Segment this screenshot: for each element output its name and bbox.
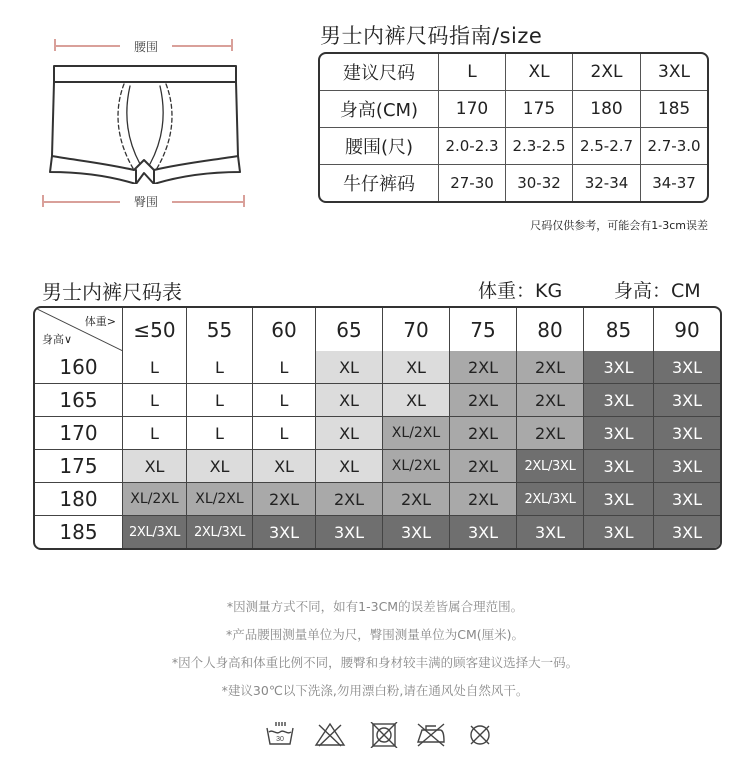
size-chart-row bbox=[35, 450, 720, 483]
weight-header-cell: 90 bbox=[674, 317, 700, 342]
size-cell: XL bbox=[123, 450, 187, 483]
size-cell: L bbox=[123, 384, 187, 417]
size-cell: L bbox=[123, 351, 187, 384]
waist-cell: 2.5-2.7 bbox=[573, 128, 641, 165]
height-cell: 175 bbox=[506, 91, 573, 128]
size-cell: XL bbox=[187, 450, 253, 483]
size-cell: XL bbox=[316, 417, 383, 450]
waist-cell: 2.0-2.3 bbox=[439, 128, 506, 165]
size-chart-table bbox=[33, 306, 722, 550]
size-cell: 2XL bbox=[517, 384, 584, 417]
jeans-size-cell: 30-32 bbox=[506, 165, 573, 201]
height-cell: 170 bbox=[439, 91, 506, 128]
size-cell: 3XL bbox=[584, 483, 654, 516]
size-cell: 3XL bbox=[654, 351, 720, 384]
height-cell: 185 bbox=[641, 91, 707, 128]
row-label: 牛仔裤码 bbox=[320, 165, 439, 201]
jeans-size-cell: 27-30 bbox=[439, 165, 506, 201]
height-header-cell: 180 bbox=[35, 483, 123, 516]
size-cell: XL bbox=[253, 450, 316, 483]
size-cell: XL bbox=[316, 351, 383, 384]
height-cell: 180 bbox=[573, 91, 641, 128]
weight-header-cell: 85 bbox=[584, 308, 654, 351]
size-cell: L bbox=[187, 384, 253, 417]
waist-cell: 2.3-2.5 bbox=[506, 128, 573, 165]
size-cell: XL bbox=[506, 54, 573, 91]
jeans-size-cell: 34-37 bbox=[652, 174, 696, 192]
height-header-cell: 160 bbox=[35, 351, 123, 384]
hip-label: 臀围 bbox=[120, 193, 172, 210]
size-cell: 2XL/3XL bbox=[123, 516, 187, 548]
size-guide-row bbox=[320, 128, 707, 165]
size-cell: L bbox=[187, 417, 253, 450]
row-label: 腰围(尺) bbox=[320, 128, 439, 165]
size-cell: 2XL/3XL bbox=[517, 450, 584, 483]
height-header-cell: 170 bbox=[35, 417, 123, 450]
corner-cell bbox=[35, 308, 123, 351]
corner-height-label: 身高∨ bbox=[42, 333, 73, 346]
no-bleach-icon bbox=[314, 722, 346, 748]
weight-header-cell: 65 bbox=[316, 308, 383, 351]
hip-dimension-cap-right bbox=[243, 195, 245, 207]
no-iron-icon bbox=[414, 722, 448, 748]
weight-header-cell: 80 bbox=[517, 308, 584, 351]
corner-weight-label: 体重> bbox=[84, 315, 116, 328]
size-cell: 2XL bbox=[517, 351, 584, 384]
size-cell: XL/2XL bbox=[383, 417, 450, 450]
weight-header-cell: 55 bbox=[187, 308, 253, 351]
row-label: 身高(CM) bbox=[320, 91, 439, 128]
size-chart-row bbox=[35, 417, 720, 450]
height-unit-label: 身高：CM bbox=[614, 280, 701, 302]
size-cell: XL bbox=[316, 450, 383, 483]
size-cell: 2XL bbox=[450, 417, 517, 450]
size-cell: 3XL bbox=[584, 417, 654, 450]
size-cell: XL bbox=[383, 351, 450, 384]
no-tumble-dry-icon bbox=[370, 722, 398, 748]
size-cell: 3XL bbox=[584, 516, 654, 548]
size-chart-row bbox=[35, 384, 720, 417]
size-guide-row bbox=[320, 165, 707, 201]
size-cell: 3XL bbox=[584, 450, 654, 483]
size-guide-table bbox=[318, 52, 709, 203]
size-cell: 3XL bbox=[253, 516, 316, 548]
size-chart-header-row bbox=[35, 308, 720, 351]
note-measurement-units: *产品腰围测量单位为尺，臀围测量单位为CM(厘米)。 bbox=[225, 627, 525, 642]
size-chart-row bbox=[35, 483, 720, 516]
waist-cell: 2.7-3.0 bbox=[641, 128, 707, 165]
size-cell: 2XL bbox=[517, 417, 584, 450]
size-cell: 3XL bbox=[654, 450, 720, 483]
size-cell: 3XL bbox=[654, 483, 720, 516]
note-washing-instructions: *建议30℃以下洗涤,勿用漂白粉,请在通风处自然风干。 bbox=[221, 683, 529, 698]
size-cell: 2XL bbox=[573, 54, 641, 91]
size-cell: 2XL bbox=[450, 351, 517, 384]
size-chart-title: 男士内裤尺码表 bbox=[42, 280, 182, 304]
weight-header-cell: 75 bbox=[450, 308, 517, 351]
size-cell: 3XL bbox=[517, 516, 584, 548]
size-cell: XL/2XL bbox=[123, 483, 187, 516]
boxer-briefs-illustration bbox=[44, 60, 244, 184]
hand-wash-temperature: 30 bbox=[276, 736, 284, 743]
size-cell: XL/2XL bbox=[187, 483, 253, 516]
size-cell: L bbox=[439, 54, 506, 91]
row-label: 建议尺码 bbox=[320, 54, 439, 91]
note-size-up-advice: *因个人身高和体重比例不同，腰臀和身材较丰满的顾客建议选择大一码。 bbox=[171, 655, 579, 670]
size-cell: 2XL bbox=[316, 483, 383, 516]
size-cell: 2XL bbox=[450, 450, 517, 483]
size-cell: 3XL bbox=[316, 516, 383, 548]
size-chart-row bbox=[35, 516, 720, 548]
weight-header-cell: 70 bbox=[383, 308, 450, 351]
size-cell: XL/2XL bbox=[383, 450, 450, 483]
size-cell: 2XL bbox=[253, 483, 316, 516]
weight-header-cell: ≤50 bbox=[123, 308, 187, 351]
waist-dimension-cap-right bbox=[231, 39, 233, 51]
size-guide-row bbox=[320, 54, 707, 91]
note-measurement-error: *因测量方式不同，如有1-3CM的误差皆属合理范围。 bbox=[226, 599, 524, 614]
size-guide-row bbox=[320, 91, 707, 128]
size-cell: 3XL bbox=[654, 516, 720, 548]
size-cell: 2XL/3XL bbox=[187, 516, 253, 548]
size-cell: 3XL bbox=[450, 516, 517, 548]
size-cell: XL bbox=[383, 384, 450, 417]
size-chart-row bbox=[35, 351, 720, 384]
size-guide-note: 尺码仅供参考，可能会有1-3cm误差 bbox=[530, 219, 708, 232]
height-header-cell: 165 bbox=[35, 384, 123, 417]
size-cell: L bbox=[187, 351, 253, 384]
size-cell: 3XL bbox=[641, 54, 707, 91]
height-header-cell: 185 bbox=[35, 516, 123, 548]
size-cell: XL bbox=[316, 384, 383, 417]
hand-wash-icon bbox=[265, 722, 295, 748]
size-cell: 3XL bbox=[654, 417, 720, 450]
size-cell: 3XL bbox=[383, 516, 450, 548]
size-cell: 3XL bbox=[584, 384, 654, 417]
waist-label: 腰围 bbox=[120, 38, 172, 55]
size-cell: 2XL/3XL bbox=[517, 483, 584, 516]
weight-unit-label: 体重：KG bbox=[478, 280, 563, 302]
size-cell: 3XL bbox=[584, 351, 654, 384]
height-header-cell: 175 bbox=[35, 450, 123, 483]
size-cell: L bbox=[123, 417, 187, 450]
size-cell: L bbox=[253, 384, 316, 417]
size-cell: L bbox=[253, 351, 316, 384]
size-cell: 2XL bbox=[383, 483, 450, 516]
size-cell: 2XL bbox=[450, 384, 517, 417]
no-dry-clean-icon bbox=[467, 722, 493, 748]
size-cell: 3XL bbox=[654, 384, 720, 417]
size-guide-title: 男士内裤尺码指南/size bbox=[320, 24, 543, 48]
jeans-size-cell: 32-34 bbox=[573, 165, 641, 201]
weight-header-cell: 60 bbox=[253, 308, 316, 351]
size-cell: 2XL bbox=[450, 483, 517, 516]
size-cell: L bbox=[253, 417, 316, 450]
